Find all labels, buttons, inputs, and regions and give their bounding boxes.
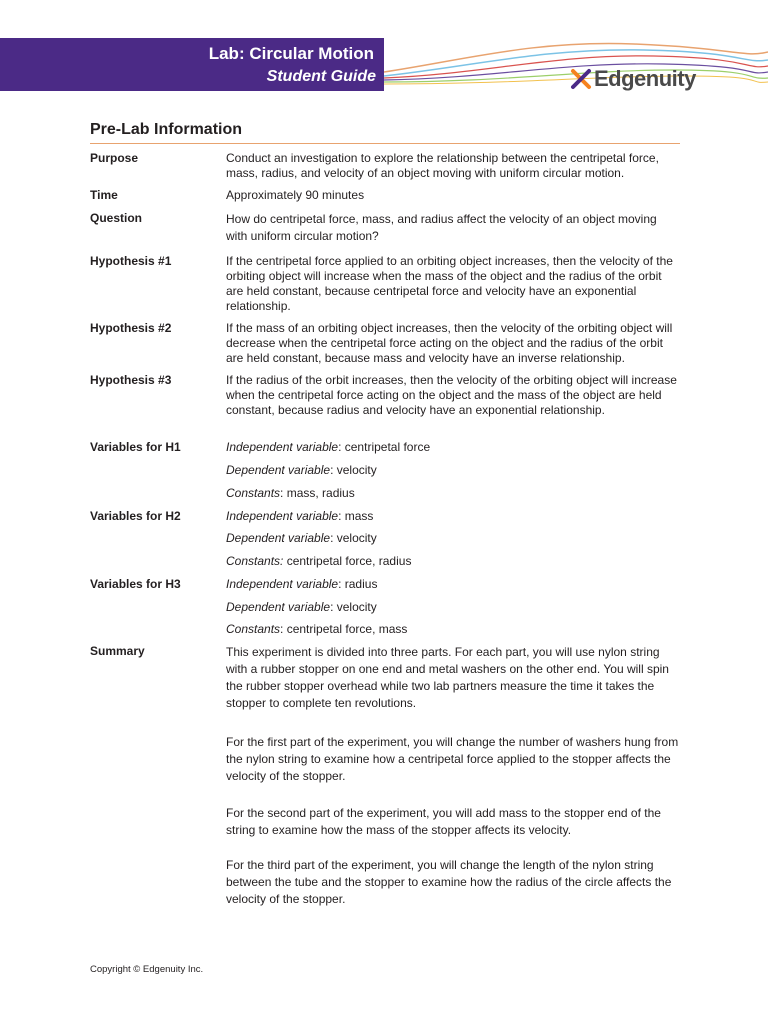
logo-wordmark: Edgenuity xyxy=(594,66,696,91)
label-summary: Summary xyxy=(90,644,145,658)
value-hypothesis-2: If the mass of an orbiting object increases, then the velocity of the orbiting object will decrease when the centripetal force acting on the object and the radius of the orbit are held constant, because mass and velocity have an inverse relationship. xyxy=(226,321,673,365)
dependent-variable-h3: Dependent variable: velocity xyxy=(226,600,377,614)
label-time: Time xyxy=(90,188,118,202)
independent-variable-h2: Independent variable: mass xyxy=(226,509,374,523)
value-hypothesis-1: If the centripetal force applied to an orbiting object increases, then the velocity of the orbiting object will increase when the mass of the object and the radius of the orbit are held constant, because centripetal force and velocity have an exponential relationship. xyxy=(226,254,673,313)
summary-paragraph: For the third part of the experiment, you will change the length of the nylon string between the tube and the stopper to examine how the radius of the circle affects the velocity of the stopper. xyxy=(226,858,672,906)
section-divider xyxy=(90,143,680,144)
summary-paragraph: For the second part of the experiment, you will add mass to the stopper end of the string to examine how the mass of the stopper affects its velocity. xyxy=(226,806,661,837)
header-banner xyxy=(0,38,384,91)
document-subtitle: Student Guide xyxy=(266,68,376,85)
value-question: How do centripetal force, mass, and radius affect the velocity of an object moving with uniform circular motion? xyxy=(226,212,657,243)
constants-h2: Constants: centripetal force, radius xyxy=(226,554,412,568)
label-hypothesis-3: Hypothesis #3 xyxy=(90,373,172,387)
constants-h3: Constants: centripetal force, mass xyxy=(226,622,408,636)
copyright-footer: Copyright © Edgenuity Inc. xyxy=(90,964,204,975)
label-variables-h1: Variables for H1 xyxy=(90,440,181,454)
value-purpose: Conduct an investigation to explore the relationship between the centripetal force, mass, radius, and velocity of an object moving with uniform circular motion. xyxy=(226,151,659,180)
dependent-variable-h2: Dependent variable: velocity xyxy=(226,531,377,545)
label-hypothesis-2: Hypothesis #2 xyxy=(90,321,172,335)
dependent-variable-h1: Dependent variable: velocity xyxy=(226,463,377,477)
value-time: Approximately 90 minutes xyxy=(226,188,365,202)
summary-paragraph: This experiment is divided into three parts. For each part, you will use nylon string with a rubber stopper on one end and metal washers on the other end. You will spin the rubber stopper overhead while two lab partners measure the time it takes the stopper to complete ten revolutions. xyxy=(226,645,669,710)
constants-h1: Constants: mass, radius xyxy=(226,486,355,500)
label-purpose: Purpose xyxy=(90,151,139,165)
label-hypothesis-1: Hypothesis #1 xyxy=(90,254,172,268)
independent-variable-h1: Independent variable: centripetal force xyxy=(226,440,431,454)
section-title: Pre-Lab Information xyxy=(90,121,243,138)
label-variables-h3: Variables for H3 xyxy=(90,577,181,591)
value-hypothesis-3: If the radius of the orbit increases, then the velocity of the orbiting object will increase when the centripetal force acting on the object and the mass of the object are held constant, because radius and velocity have an exponential relationship. xyxy=(226,373,677,417)
label-question: Question xyxy=(90,211,143,225)
edgenuity-logo xyxy=(570,66,696,92)
document-title: Lab: Circular Motion xyxy=(208,44,374,63)
x-mark-icon xyxy=(570,68,592,90)
summary-paragraph: For the first part of the experiment, you will change the number of washers hung from the nylon string to examine how a centripetal force applied to the stopper affects the velocity of the stopper. xyxy=(226,735,679,783)
label-variables-h2: Variables for H2 xyxy=(90,509,181,523)
independent-variable-h3: Independent variable: radius xyxy=(226,577,378,591)
